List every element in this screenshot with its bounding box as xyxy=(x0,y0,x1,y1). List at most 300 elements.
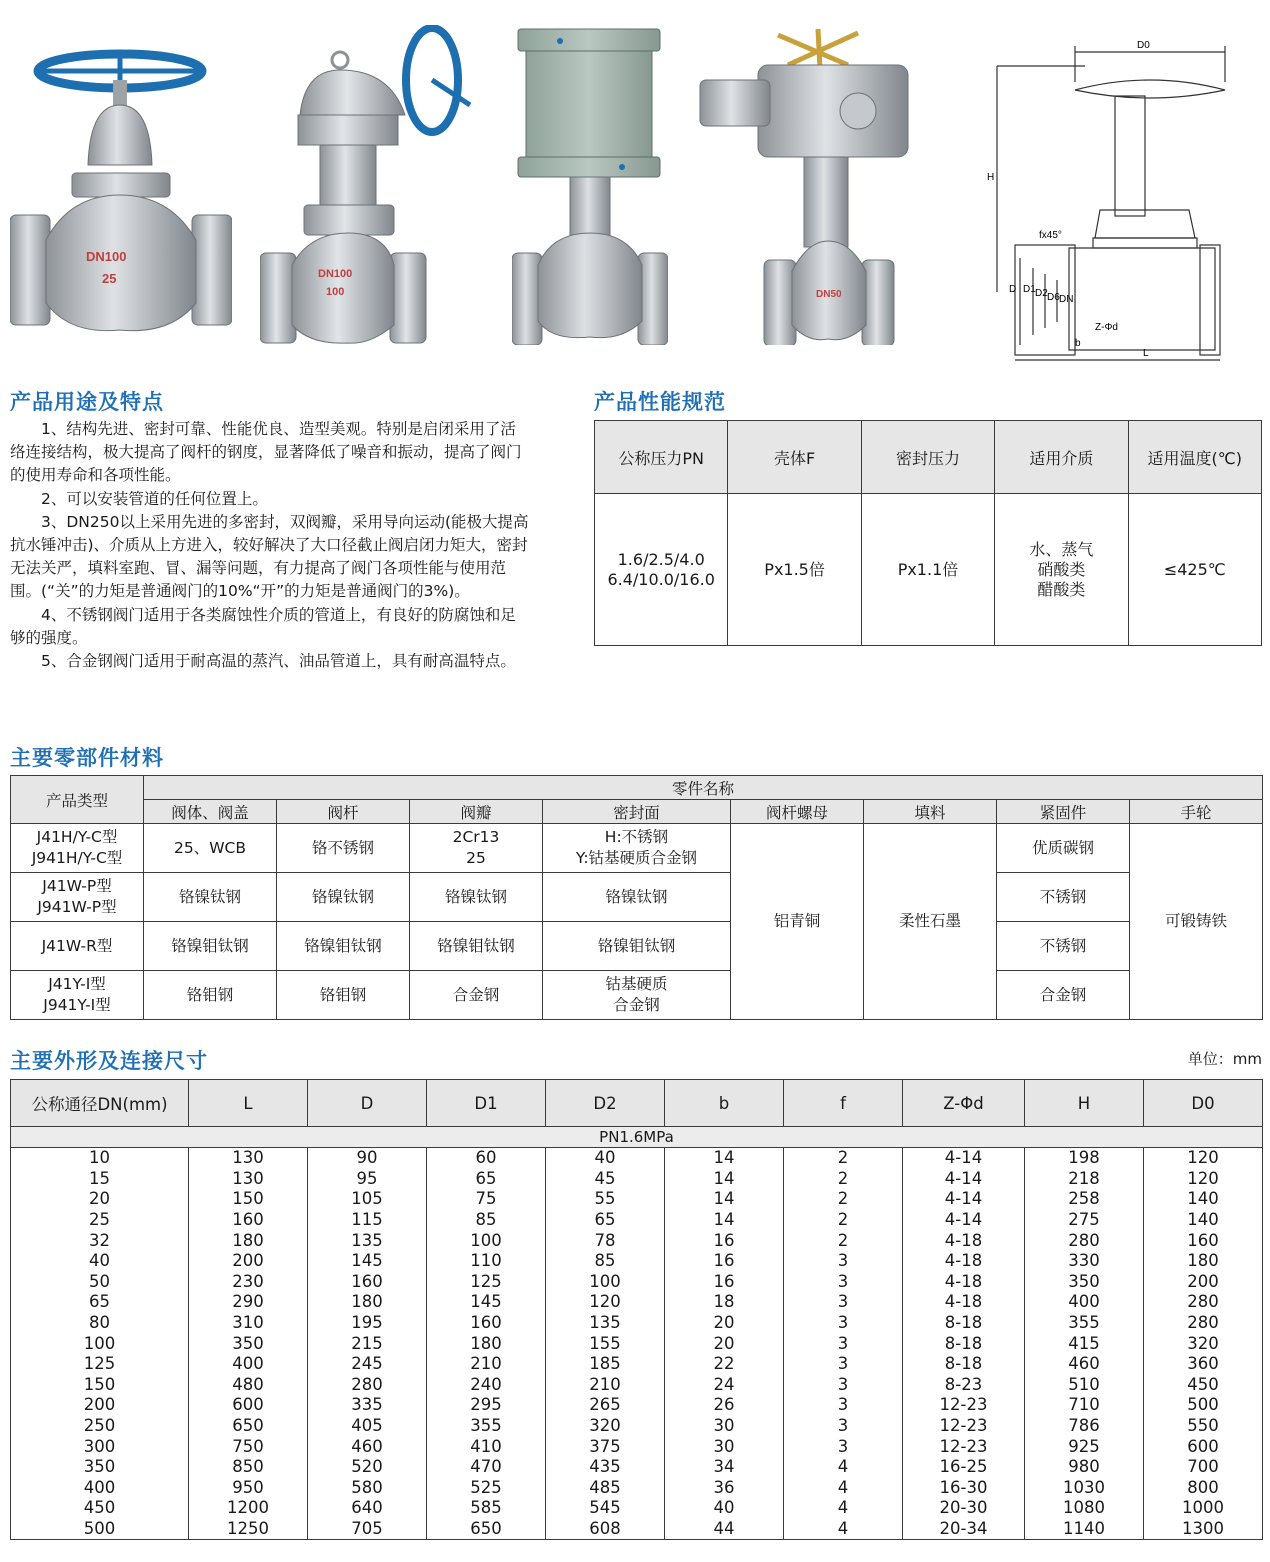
dimension-cell: 100 xyxy=(11,1333,189,1354)
materials-header: 手轮 xyxy=(1130,800,1263,824)
dimension-cell: 1080 xyxy=(1025,1498,1144,1519)
materials-row xyxy=(11,873,1263,922)
dimension-cell: 4-18 xyxy=(903,1272,1025,1293)
dimension-cell: 258 xyxy=(1025,1189,1144,1210)
dimension-row xyxy=(11,1478,1263,1499)
dimension-cell: 2 xyxy=(784,1210,903,1231)
usage-paragraph: 5、合金钢阀门适用于耐高温的蒸汽、油品管道上，具有耐高温特点。 xyxy=(41,652,516,671)
dimension-cell: 160 xyxy=(308,1272,427,1293)
dimension-cell: 32 xyxy=(11,1230,189,1251)
dimension-cell: 16-30 xyxy=(903,1478,1025,1499)
dimension-cell: 20 xyxy=(665,1333,784,1354)
dimension-row xyxy=(11,1313,1263,1334)
dimension-cell: 160 xyxy=(1144,1230,1263,1251)
dimension-cell: 180 xyxy=(189,1230,308,1251)
dimension-cell: 350 xyxy=(189,1333,308,1354)
dimension-cell: 750 xyxy=(189,1436,308,1457)
dimension-cell: 245 xyxy=(308,1354,427,1375)
materials-fastener: 不锈钢 xyxy=(997,873,1130,922)
dimension-cell: 480 xyxy=(189,1375,308,1396)
dimension-cell: 160 xyxy=(427,1313,546,1334)
dimension-cell: 1200 xyxy=(189,1498,308,1519)
dimension-cell: 14 xyxy=(665,1210,784,1231)
usage-paragraph: 3、DN250以上采用先进的多密封，双阀瓣，采用导向运动(能极大提高抗水锤冲击)、介质从上方进入，较好解决了大口径截止阀启闭力矩大，密封无法关严，填料室跑、冒、漏等问题，有力提高了阀门各项性能与使用范围。(“关”的力矩是普通阀门的10%“开”的力矩是普通阀门的3%)。 xyxy=(10,512,529,601)
dimension-cell: 125 xyxy=(427,1272,546,1293)
dimension-cell: 3 xyxy=(784,1251,903,1272)
dimension-cell: 36 xyxy=(665,1478,784,1499)
dimension-cell: 3 xyxy=(784,1375,903,1396)
dimension-cell: 950 xyxy=(189,1478,308,1499)
dimension-cell: 3 xyxy=(784,1313,903,1334)
spec-media-line: 水、蒸气 xyxy=(1029,539,1094,559)
dimension-cell: 280 xyxy=(308,1375,427,1396)
materials-seal: 铬镍钼钛钢 xyxy=(543,922,731,971)
dimension-cell: 600 xyxy=(189,1395,308,1416)
svg-text:D0: D0 xyxy=(1137,40,1150,51)
dimension-cell: 12-23 xyxy=(903,1395,1025,1416)
dimension-cell: 180 xyxy=(427,1333,546,1354)
dimension-cell: 500 xyxy=(1144,1395,1263,1416)
materials-stem: 铬不锈钢 xyxy=(277,824,410,873)
materials-type: J41H/Y-C型 J941H/Y-C型 xyxy=(11,824,144,873)
dimension-cell: 210 xyxy=(427,1354,546,1375)
dimension-row xyxy=(11,1354,1263,1375)
materials-disc: 铬镍钛钢 xyxy=(410,873,543,922)
pneumatic-globe-valve-photo xyxy=(512,25,668,345)
spec-media-line: 硝酸类 xyxy=(1037,559,1086,579)
dimension-cell: 4-18 xyxy=(903,1292,1025,1313)
dimension-cell: 3 xyxy=(784,1333,903,1354)
materials-title: 主要零部件材料 xyxy=(10,746,164,770)
dimension-cell: 450 xyxy=(11,1498,189,1519)
dimension-cell: 100 xyxy=(546,1272,665,1293)
dimension-cell: 400 xyxy=(11,1478,189,1499)
dimensions-header: D1 xyxy=(427,1080,546,1127)
dimension-cell: 650 xyxy=(189,1416,308,1437)
usage-paragraph: 1、结构先进、密封可靠、性能优良、造型美观。特别是启闭采用了活络连接结构，极大提高了阀杆的钢度，显著降低了噪音和振动，提高了阀门的使用寿命和各项性能。 xyxy=(10,420,522,485)
dimension-cell: 50 xyxy=(11,1272,189,1293)
dimension-cell: 980 xyxy=(1025,1457,1144,1478)
dimension-row xyxy=(11,1333,1263,1354)
dimension-cell: 25 xyxy=(11,1210,189,1231)
materials-type-header: 产品类型 xyxy=(11,776,144,824)
dimension-row xyxy=(11,1272,1263,1293)
spec-header: 密封压力 xyxy=(861,421,994,494)
dimension-cell: 320 xyxy=(546,1416,665,1437)
dimension-cell: 290 xyxy=(189,1292,308,1313)
svg-text:D2: D2 xyxy=(1035,288,1048,299)
dimensions-table xyxy=(10,1079,1263,1540)
dimension-cell: 15 xyxy=(11,1169,189,1190)
materials-stem: 铬镍钼钛钢 xyxy=(277,922,410,971)
dimension-cell: 1030 xyxy=(1025,1478,1144,1499)
dimension-cell: 650 xyxy=(427,1519,546,1540)
dimension-cell: 20-34 xyxy=(903,1519,1025,1540)
materials-body: 铬镍钛钢 xyxy=(144,873,277,922)
svg-text:DN100: DN100 xyxy=(86,249,127,264)
materials-type: J41Y-I型 J941Y-I型 xyxy=(11,971,144,1020)
dimension-cell: 215 xyxy=(308,1333,427,1354)
dimension-cell: 300 xyxy=(11,1436,189,1457)
dimension-row xyxy=(11,1169,1263,1190)
dimension-cell: 4-14 xyxy=(903,1189,1025,1210)
dimension-cell: 4-14 xyxy=(903,1210,1025,1231)
dimension-cell: 16 xyxy=(665,1251,784,1272)
dimension-cell: 218 xyxy=(1025,1169,1144,1190)
gear-globe-valve-photo xyxy=(260,25,480,345)
materials-header: 阀体、阀盖 xyxy=(144,800,277,824)
materials-fastener: 合金钢 xyxy=(997,971,1130,1020)
dimension-cell: 8-18 xyxy=(903,1354,1025,1375)
dimension-cell: 16-25 xyxy=(903,1457,1025,1478)
dimension-row xyxy=(11,1148,1263,1169)
dimension-cell: 460 xyxy=(1025,1354,1144,1375)
unit-label: 单位：mm xyxy=(1187,1050,1262,1068)
dimension-cell: 2 xyxy=(784,1148,903,1169)
materials-stem: 铬钼钢 xyxy=(277,971,410,1020)
dimension-cell: 8-18 xyxy=(903,1313,1025,1334)
dimension-cell: 65 xyxy=(11,1292,189,1313)
dimension-cell: 485 xyxy=(546,1478,665,1499)
dimension-cell: 18 xyxy=(665,1292,784,1313)
materials-packing: 柔性石墨 xyxy=(864,824,997,1020)
dimension-cell: 140 xyxy=(1144,1210,1263,1231)
usage-paragraph: 2、可以安装管道的任何位置上。 xyxy=(41,489,268,508)
dimension-cell: 600 xyxy=(1144,1436,1263,1457)
dimension-cell: 350 xyxy=(1025,1272,1144,1293)
svg-text:D1: D1 xyxy=(1023,284,1036,295)
dimension-cell: 545 xyxy=(546,1498,665,1519)
dimension-cell: 40 xyxy=(546,1148,665,1169)
svg-text:Z-Φd: Z-Φd xyxy=(1095,322,1118,333)
dimension-cell: 3 xyxy=(784,1395,903,1416)
dimension-cell: 65 xyxy=(546,1210,665,1231)
dimension-cell: 210 xyxy=(546,1375,665,1396)
dimension-cell: 12-23 xyxy=(903,1436,1025,1457)
dimension-cell: 4-18 xyxy=(903,1230,1025,1251)
dimension-row xyxy=(11,1210,1263,1231)
dimension-cell: 125 xyxy=(11,1354,189,1375)
dimension-cell: 24 xyxy=(665,1375,784,1396)
dimension-cell: 180 xyxy=(308,1292,427,1313)
materials-header: 紧固件 xyxy=(997,800,1130,824)
dimension-cell: 1140 xyxy=(1025,1519,1144,1540)
dimension-cell: 355 xyxy=(1025,1313,1144,1334)
dimensions-header: L xyxy=(189,1080,308,1127)
dimension-cell: 4-14 xyxy=(903,1148,1025,1169)
dimension-cell: 115 xyxy=(308,1210,427,1231)
materials-header: 阀杆螺母 xyxy=(731,800,864,824)
dimension-cell: 200 xyxy=(1144,1272,1263,1293)
dimensions-header: b xyxy=(665,1080,784,1127)
dimension-cell: 450 xyxy=(1144,1375,1263,1396)
dimensions-header: 公称通径DN(mm) xyxy=(11,1080,189,1127)
dimension-cell: 355 xyxy=(427,1416,546,1437)
dimension-cell: 100 xyxy=(427,1230,546,1251)
dimension-cell: 3 xyxy=(784,1416,903,1437)
dimension-cell: 240 xyxy=(427,1375,546,1396)
svg-text:DN: DN xyxy=(1059,294,1074,305)
materials-handwheel: 可锻铸铁 xyxy=(1130,824,1263,1020)
dimension-cell: 26 xyxy=(665,1395,784,1416)
materials-type: J41W-R型 xyxy=(11,922,144,971)
dimension-cell: 470 xyxy=(427,1457,546,1478)
dimension-cell: 375 xyxy=(546,1436,665,1457)
dimension-cell: 135 xyxy=(546,1313,665,1334)
dimensions-header: f xyxy=(784,1080,903,1127)
spec-media-line: 醋酸类 xyxy=(1037,579,1086,599)
dimension-cell: 410 xyxy=(427,1436,546,1457)
dimension-cell: 1250 xyxy=(189,1519,308,1540)
dimensions-header: D0 xyxy=(1144,1080,1263,1127)
spec-header: 适用温度(℃) xyxy=(1128,421,1261,494)
dimension-cell: 160 xyxy=(189,1210,308,1231)
dimension-cell: 180 xyxy=(1144,1251,1263,1272)
spec-title: 产品性能规范 xyxy=(594,390,726,414)
materials-header: 阀瓣 xyxy=(410,800,543,824)
dimension-cell: 275 xyxy=(1025,1210,1144,1231)
materials-body: 铬镍钼钛钢 xyxy=(144,922,277,971)
dimension-cell: 310 xyxy=(189,1313,308,1334)
dimension-cell: 330 xyxy=(1025,1251,1144,1272)
dimension-cell: 710 xyxy=(1025,1395,1144,1416)
materials-fastener: 优质碳钢 xyxy=(997,824,1130,873)
dimension-cell: 4-14 xyxy=(903,1169,1025,1190)
dimension-cell: 30 xyxy=(665,1416,784,1437)
dimensions-header: D xyxy=(308,1080,427,1127)
dimension-row xyxy=(11,1292,1263,1313)
dimension-cell: 4 xyxy=(784,1498,903,1519)
spec-temp: ≤425℃ xyxy=(1128,494,1261,646)
dimension-cell: 85 xyxy=(427,1210,546,1231)
dimension-cell: 360 xyxy=(1144,1354,1263,1375)
dimension-cell: 705 xyxy=(308,1519,427,1540)
electric-globe-valve-photo xyxy=(698,25,938,345)
dimension-cell: 198 xyxy=(1025,1148,1144,1169)
dimension-row xyxy=(11,1519,1263,1540)
materials-row xyxy=(11,922,1263,971)
dimension-cell: 925 xyxy=(1025,1436,1144,1457)
dimension-cell: 460 xyxy=(308,1436,427,1457)
svg-text:100: 100 xyxy=(326,286,345,298)
spec-header: 壳体F xyxy=(728,421,861,494)
svg-text:D: D xyxy=(1009,284,1017,295)
dimension-cell: 135 xyxy=(308,1230,427,1251)
valve-dimension-drawing xyxy=(975,30,1260,370)
dimension-cell: 44 xyxy=(665,1519,784,1540)
dimension-cell: 4-18 xyxy=(903,1251,1025,1272)
dimension-cell: 65 xyxy=(427,1169,546,1190)
spec-shell: Px1.5倍 xyxy=(728,494,861,646)
materials-seal: 铬镍钛钢 xyxy=(543,873,731,922)
dimension-cell: 55 xyxy=(546,1189,665,1210)
dimension-cell: 335 xyxy=(308,1395,427,1416)
materials-disc: 2Cr13 25 xyxy=(410,824,543,873)
dimension-cell: 130 xyxy=(189,1169,308,1190)
dimensions-title: 主要外形及连接尺寸 xyxy=(10,1049,208,1073)
dimension-cell: 786 xyxy=(1025,1416,1144,1437)
dimension-cell: 700 xyxy=(1144,1457,1263,1478)
dimension-cell: 145 xyxy=(427,1292,546,1313)
spec-pn xyxy=(595,494,728,646)
dimension-cell: 520 xyxy=(308,1457,427,1478)
svg-text:DN100: DN100 xyxy=(318,268,353,280)
materials-disc: 铬镍钼钛钢 xyxy=(410,922,543,971)
spec-media xyxy=(995,494,1128,646)
dimension-cell: 110 xyxy=(427,1251,546,1272)
dimension-cell: 3 xyxy=(784,1292,903,1313)
dimension-cell: 295 xyxy=(427,1395,546,1416)
spec-seal: Px1.1倍 xyxy=(861,494,994,646)
dimension-cell: 140 xyxy=(1144,1189,1263,1210)
materials-fastener: 不锈钢 xyxy=(997,922,1130,971)
materials-row xyxy=(11,971,1263,1020)
usage-title: 产品用途及特点 xyxy=(10,390,164,414)
materials-stem: 铬镍钛钢 xyxy=(277,873,410,922)
materials-group-header: 零件名称 xyxy=(144,776,1263,800)
dimension-cell: 200 xyxy=(11,1395,189,1416)
dimension-cell: 3 xyxy=(784,1354,903,1375)
dimensions-header: H xyxy=(1025,1080,1144,1127)
dimension-row xyxy=(11,1436,1263,1457)
dimension-row xyxy=(11,1375,1263,1396)
materials-seal: 钴基硬质 合金钢 xyxy=(543,971,731,1020)
dimension-cell: 2 xyxy=(784,1230,903,1251)
dimension-cell: 145 xyxy=(308,1251,427,1272)
dimension-cell: 85 xyxy=(546,1251,665,1272)
dimension-cell: 580 xyxy=(308,1478,427,1499)
usage-description xyxy=(10,418,530,673)
dimension-row xyxy=(11,1251,1263,1272)
dimension-cell: 120 xyxy=(1144,1169,1263,1190)
dimension-cell: 320 xyxy=(1144,1333,1263,1354)
dimension-cell: 40 xyxy=(665,1498,784,1519)
dimension-cell: 415 xyxy=(1025,1333,1144,1354)
dimensions-header: D2 xyxy=(546,1080,665,1127)
dimensions-body xyxy=(11,1148,1263,1540)
dimension-cell: 608 xyxy=(546,1519,665,1540)
dimension-cell: 34 xyxy=(665,1457,784,1478)
spec-pn-line: 6.4/10.0/16.0 xyxy=(607,569,715,589)
dimension-row xyxy=(11,1189,1263,1210)
dimension-cell: 2 xyxy=(784,1169,903,1190)
svg-text:25: 25 xyxy=(102,271,117,286)
dimension-cell: 90 xyxy=(308,1148,427,1169)
dimension-cell: 435 xyxy=(546,1457,665,1478)
dimension-cell: 350 xyxy=(11,1457,189,1478)
dimension-cell: 130 xyxy=(189,1148,308,1169)
dimension-row xyxy=(11,1395,1263,1416)
dimension-cell: 60 xyxy=(427,1148,546,1169)
dimension-cell: 150 xyxy=(189,1189,308,1210)
svg-text:DN50: DN50 xyxy=(816,289,842,300)
dimension-cell: 4 xyxy=(784,1457,903,1478)
dimension-cell: 265 xyxy=(546,1395,665,1416)
dimension-cell: 14 xyxy=(665,1169,784,1190)
dimension-cell: 400 xyxy=(189,1354,308,1375)
dimension-cell: 1300 xyxy=(1144,1519,1263,1540)
dimension-cell: 525 xyxy=(427,1478,546,1499)
dimension-cell: 195 xyxy=(308,1313,427,1334)
dimension-cell: 250 xyxy=(11,1416,189,1437)
dimension-cell: 405 xyxy=(308,1416,427,1437)
dimension-cell: 22 xyxy=(665,1354,784,1375)
dimension-cell: 280 xyxy=(1144,1313,1263,1334)
materials-table xyxy=(10,775,1263,1020)
dimension-cell: 16 xyxy=(665,1272,784,1293)
dimension-cell: 2 xyxy=(784,1189,903,1210)
dimension-cell: 4 xyxy=(784,1519,903,1540)
dimension-cell: 640 xyxy=(308,1498,427,1519)
dimension-cell: 30 xyxy=(665,1436,784,1457)
dimension-cell: 550 xyxy=(1144,1416,1263,1437)
dimension-cell: 16 xyxy=(665,1230,784,1251)
dimension-cell: 230 xyxy=(189,1272,308,1293)
dimension-cell: 20-30 xyxy=(903,1498,1025,1519)
dimension-cell: 45 xyxy=(546,1169,665,1190)
materials-header: 阀杆 xyxy=(277,800,410,824)
dimension-cell: 510 xyxy=(1025,1375,1144,1396)
dimension-cell: 800 xyxy=(1144,1478,1263,1499)
svg-text:b: b xyxy=(1075,338,1081,349)
usage-paragraph: 4、不锈钢阀门适用于各类腐蚀性介质的管道上，有良好的防腐蚀和足够的强度。 xyxy=(10,605,516,647)
svg-text:L: L xyxy=(1143,348,1149,359)
dimension-cell: 105 xyxy=(308,1189,427,1210)
dimension-cell: 185 xyxy=(546,1354,665,1375)
pressure-class-row: PN1.6MPa xyxy=(11,1127,1263,1148)
dimension-row xyxy=(11,1498,1263,1519)
spec-header: 适用介质 xyxy=(995,421,1128,494)
dimension-row xyxy=(11,1416,1263,1437)
dimension-cell: 14 xyxy=(665,1189,784,1210)
dimension-cell: 8-18 xyxy=(903,1333,1025,1354)
dimension-cell: 20 xyxy=(665,1313,784,1334)
dimension-cell: 1000 xyxy=(1144,1498,1263,1519)
materials-header: 填料 xyxy=(864,800,997,824)
dimension-row xyxy=(11,1230,1263,1251)
dimension-cell: 850 xyxy=(189,1457,308,1478)
dimension-cell: 10 xyxy=(11,1148,189,1169)
svg-text:D6: D6 xyxy=(1047,292,1060,303)
dimension-cell: 3 xyxy=(784,1436,903,1457)
spec-table xyxy=(594,420,1262,646)
dimension-cell: 120 xyxy=(546,1292,665,1313)
svg-text:H: H xyxy=(987,172,995,183)
spec-pn-line: 1.6/2.5/4.0 xyxy=(617,549,705,569)
dimension-cell: 155 xyxy=(546,1333,665,1354)
dimension-row xyxy=(11,1457,1263,1478)
materials-stem-nut: 铝青铜 xyxy=(731,824,864,1020)
materials-type: J41W-P型 J941W-P型 xyxy=(11,873,144,922)
dimension-cell: 120 xyxy=(1144,1148,1263,1169)
dimension-cell: 200 xyxy=(189,1251,308,1272)
materials-disc: 合金钢 xyxy=(410,971,543,1020)
dimension-cell: 75 xyxy=(427,1189,546,1210)
dimension-cell: 3 xyxy=(784,1272,903,1293)
dimension-cell: 8-23 xyxy=(903,1375,1025,1396)
dimension-cell: 12-23 xyxy=(903,1416,1025,1437)
dimension-cell: 150 xyxy=(11,1375,189,1396)
materials-row xyxy=(11,824,1263,873)
dimension-cell: 14 xyxy=(665,1148,784,1169)
dimension-cell: 4 xyxy=(784,1478,903,1499)
spec-header: 公称压力PN xyxy=(595,421,728,494)
dimension-cell: 280 xyxy=(1144,1292,1263,1313)
svg-text:fx45°: fx45° xyxy=(1039,230,1062,241)
dimension-cell: 40 xyxy=(11,1251,189,1272)
materials-seal: H:不锈钢 Y:钴基硬质合金钢 xyxy=(543,824,731,873)
dimension-cell: 78 xyxy=(546,1230,665,1251)
